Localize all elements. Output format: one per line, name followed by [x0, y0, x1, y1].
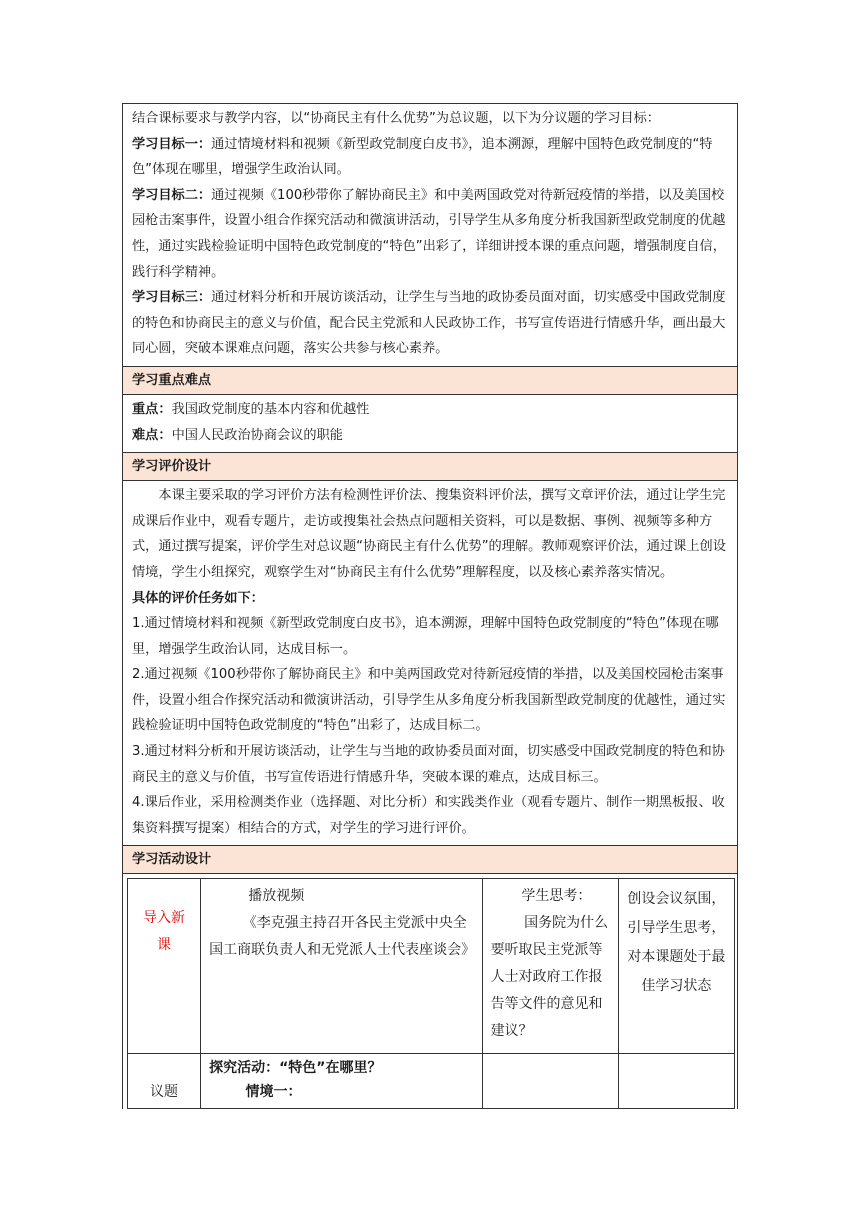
design-intent-text: 创设会议氛围，引导学生思考，对本课题处于最佳学习状态 — [627, 891, 726, 995]
goals-intro: 结合课标要求与教学内容，以“协商民主有什么优势”为总议题，以下为分议题的学习目标： — [132, 111, 660, 126]
student-thinking-text: 国务院为什么要听取民主党派等人士对政府工作报告等文件的意见和建议？ — [490, 915, 609, 1040]
evaluation-task-1: 1.通过情境材料和视频《新型政党制度白皮书》，追本溯源，理解中国特色政党制度的“特色”体现在哪里，增强学生政治认同，达成目标一。 — [132, 616, 719, 657]
key-difficult-section — [123, 395, 737, 453]
design-intent-cell — [618, 879, 734, 1054]
goal-one-text: 通过情境材料和视频《新型政党制度白皮书》，追本溯源，理解中国特色政党制度的“特色”体现在哪里，增强学生政治认同。 — [132, 136, 713, 178]
lead-in-phase-cell — [128, 879, 201, 1054]
evaluation-section — [123, 481, 737, 846]
difficult-point-text: 中国人民政治协商会议的职能 — [171, 427, 343, 443]
goal-two — [132, 183, 728, 285]
goal-two-text: 通过视频《100秒带你了解协商民主》和中美两国政党对待新冠疫情的举措，以及美国校园枪击案事件，设置小组合作探究活动和微演讲活动，引导学生从多角度分析我国新型政党制度的优越性，通过实践检验证明中国特色政党制度的“特色”出彩了，详细讲授本课的重点问题，增强制度自信，践行科学精神。 — [132, 187, 726, 280]
topic-content-cell — [201, 1054, 482, 1109]
activity-table — [127, 878, 735, 1109]
key-point — [132, 397, 728, 423]
evaluation-task-2: 2.通过视频《100秒带你了解协商民主》和中美两国政党对待新冠疫情的举措，以及美国校园枪击案事件，设置小组合作探究活动和微演讲活动，引导学生从多角度分析我国新型政党制度的优越性，通过实践检验证明中国特色政党制度的“特色”出彩了，达成目标二。 — [132, 667, 726, 734]
key-point-text: 我国政党制度的基本内容和优越性 — [171, 401, 370, 417]
difficult-point-label: 难点： — [132, 427, 172, 443]
student-thinking-cell — [482, 879, 618, 1054]
goal-three — [132, 285, 728, 362]
activity-header: 学习活动设计 — [123, 846, 737, 874]
activity-section — [123, 874, 737, 1109]
evaluation-task-4: 4.课后作业，采用检测类作业（选择题、对比分析）和实践类作业（观看专题片、制作一期黑板报、收集资料撰写提案）相结合的方式，对学生的学习进行评价。 — [132, 795, 725, 836]
lesson-plan-table — [122, 103, 738, 1109]
student-thinking-label: 学生思考： — [521, 888, 592, 905]
goal-two-label: 学习目标二： — [132, 187, 212, 203]
topic-intent-cell — [618, 1054, 734, 1109]
key-point-label: 重点： — [132, 401, 172, 417]
evaluation-paragraph: 本课主要采取的学习评价方法有检测性评价法、搜集资料评价法，撰写文章评价法，通过让学生完成课后作业中，观看专题片，走访或搜集社会热点问题相关资料，可以是数据、事例、视频等多种方式，通过撰写提案，评价学生对总议题“协商民主有什么优势”的理解。教师观察评价法，通过课上创设情境，学生小组探究，观察学生对“协商民主有什么优势”理解程度，以及核心素养落实情况。 — [132, 488, 726, 580]
lead-in-content-cell — [201, 879, 482, 1054]
topic-student-cell — [482, 1054, 618, 1109]
goal-three-label: 学习目标三： — [132, 290, 212, 306]
goals-section — [123, 104, 737, 367]
lead-in-content-line1: 播放视频 — [248, 888, 305, 905]
lead-in-phase-label: 导入新课 — [143, 910, 186, 954]
lesson-plan-page — [122, 103, 738, 1109]
activity-row-lead-in — [128, 879, 735, 1054]
activity-row-topic — [128, 1054, 735, 1109]
difficult-point — [132, 423, 728, 449]
evaluation-tasks-title: 具体的评价任务如下： — [132, 590, 264, 606]
goal-three-text: 通过材料分析和开展访谈活动，让学生与当地的政协委员面对面，切实感受中国政党制度的特色和协商民主的意义与价值，配合民主党派和人民政协工作，书写宣传语进行情感升华，画出最大同心圆，突破本课难点问题，落实公共参与核心素养。 — [132, 290, 726, 357]
lead-in-content-line2: 《李克强主持召开各民主党派中央全国工商联负责人和无党派人士代表座谈会》 — [209, 915, 476, 959]
evaluation-header: 学习评价设计 — [123, 453, 737, 481]
topic-phase-cell — [128, 1054, 201, 1109]
topic-content-line1: 探究活动：“特色”在哪里？ — [209, 1060, 382, 1077]
goal-one — [132, 132, 728, 183]
topic-phase-label: 议题 — [150, 1084, 179, 1101]
evaluation-task-3: 3.通过材料分析和开展访谈活动，让学生与当地的政协委员面对面，切实感受中国政党制度的特色和协商民主的意义与价值，书写宣传语进行情感升华，突破本课的难点，达成目标三。 — [132, 744, 725, 785]
goal-one-label: 学习目标一： — [132, 136, 212, 152]
topic-content-line2: 情境一： — [245, 1084, 302, 1101]
key-difficult-header: 学习重点难点 — [123, 367, 737, 395]
